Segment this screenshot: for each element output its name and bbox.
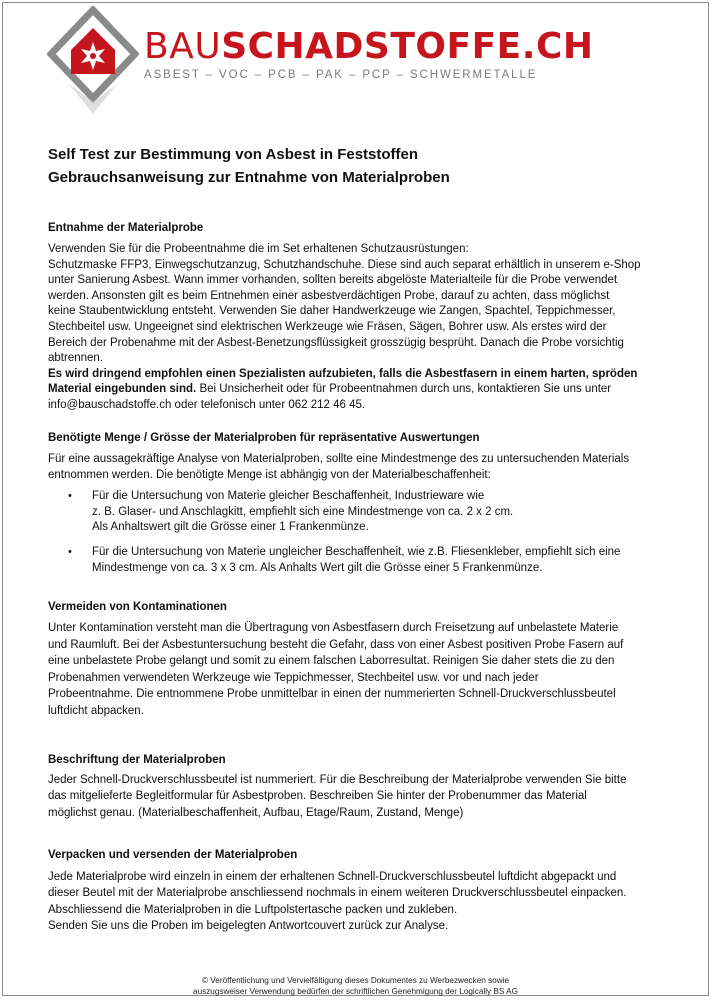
kontamination-line-3: eine unbelastete Probe gelangt und somit zu einem falschen Laborresultat. Reinigen Sie daher stets die zu den	[48, 655, 615, 668]
kontamination-line-6: luftdicht abpacken.	[48, 704, 144, 717]
entnahme-contact-text: Bei Unsicherheit oder für Probeentnahmen durch uns, kontaktieren Sie uns unter	[196, 383, 612, 396]
brand-block	[144, 27, 594, 81]
section-heading-kontamination: Vermeiden von Kontaminationen	[48, 601, 227, 613]
brand-name-prefix: BAU	[144, 26, 222, 67]
kontamination-line-1: Unter Kontamination versteht man die Übertragung von Asbestfasern durch Freisetzung auf unbelastete Materie	[48, 622, 619, 634]
section-heading-versand: Verpacken und versenden der Materialproben	[48, 849, 298, 861]
beschriftung-line-1: Jeder Schnell-Druckverschlussbeutel ist nummeriert. Für die Beschreibung der Materialprobe verwenden Sie bitte	[48, 774, 627, 786]
entnahme-line-10: info@bauschadstoffe.ch oder telefonisch unter 062 212 46 45.	[48, 398, 366, 411]
entnahme-warning-line	[48, 367, 641, 383]
copyright-footer	[3, 975, 708, 997]
document-content	[48, 143, 698, 932]
bullet-icon: •	[68, 490, 72, 503]
section-heading-beschriftung: Beschriftung der Materialproben	[48, 754, 226, 766]
footer-line-2: auszugsweiser Verwendung bedürfen der schriftlichen Genehmigung der Logically BS AG	[193, 987, 518, 996]
entnahme-line-8: abtrennen.	[48, 352, 103, 365]
kontamination-line-2: und Raumluft. Bei der Asbestuntersuchung besteht die Gefahr, dass von einer Asbest positiven Probe Fasern auf	[48, 638, 624, 651]
beschriftung-line-3: möglichst genau. (Materialbeschaffenheit, Aufbau, Etage/Raum, Zustand, Menge)	[48, 806, 464, 819]
menge-bullet-list	[48, 489, 629, 576]
title-line-1: Self Test zur Bestimmung von Asbest in Feststoffen	[48, 146, 419, 163]
menge-line-1: Für eine aussagekräftige Analyse von Materialproben, sollte eine Mindestmenge des zu untersuchenden Materials	[48, 453, 630, 465]
section-heading-menge: Benötigte Menge / Grösse der Materialproben für repräsentative Auswertungen	[48, 432, 480, 444]
beschriftung-line-2: das mitgelieferte Begleitformular für Asbestproben. Beschreiben Sie hinter der Probenummer das Material	[48, 790, 587, 803]
section-heading-entnahme: Entnahme der Materialprobe	[48, 222, 204, 234]
bullet-2-line-1: Für die Untersuchung von Materie ungleicher Beschaffenheit, wie z.B. Fliesenkleber, empfiehlt sich eine	[92, 545, 621, 558]
section-body-entnahme	[48, 242, 641, 414]
brand-name-rest: SCHADSTOFFE.CH	[221, 26, 594, 67]
house-in-diamond-icon	[47, 6, 139, 118]
title-line-2: Gebrauchsanweisung zur Entnahme von Materialproben	[48, 169, 450, 186]
bullet-icon: •	[68, 545, 72, 558]
brand-tagline: ASBEST – VOC – PCB – PAK – PCP – SCHWERMETALLE	[144, 69, 538, 81]
entnahme-contact-line	[48, 382, 641, 398]
list-item	[48, 489, 629, 536]
entnahme-line-7: Bereich der Probenahme mit der Asbest-Benetzungsflüssigkeit grosszügig besprüht. Danach die Probe vorsichtig	[48, 336, 624, 349]
versand-line-4: Senden Sie uns die Proben im beigelegten Antwortcouvert zurück zur Analyse.	[48, 919, 449, 932]
document-title	[48, 143, 698, 189]
bullet-2-line-2: Mindestmenge von ca. 3 x 3 cm. Als Anhalts Wert gilt die Grösse einer 5 Frankenmünze.	[92, 561, 543, 574]
bullet-1-line-1: Für die Untersuchung von Materie gleicher Beschaffenheit, Industrieware wie	[92, 490, 485, 503]
versand-line-3: Abschliessend die Materialproben in die Luftpolstertasche packen und zukleben.	[48, 903, 458, 916]
entnahme-line-2: Schutzmaske FFP3, Einwegschutzanzug, Schutzhandschuhe. Diese sind auch separat erhältlich in unserem e-Shop	[48, 258, 641, 271]
list-item	[48, 545, 629, 576]
entnahme-line-3: unter Sanierung Asbest. Wann immer vorhanden, sollten bereits abgelöste Materialteile für die Probe verwendet	[48, 274, 618, 287]
entnahme-line-5: keine Staubentwicklung entsteht. Verwenden Sie daher Handwerkzeuge wie Zangen, Spachtel, Teppichmesser,	[48, 305, 616, 318]
bullet-1-line-3: Als Anhaltswert gilt die Grösse einer 1 Frankenmünze.	[92, 521, 369, 534]
footer-line-1: © Veröffentlichung und Vervielfältigung dieses Dokumentes zu Werbezwecken sowie	[201, 976, 510, 985]
entnahme-line-1: Verwenden Sie für die Probeentnahme die im Set erhaltenen Schutzausrüstungen:	[48, 243, 469, 255]
menge-line-2: entnommen werden. Die benötigte Menge ist abhängig von der Materialbeschaffenheit:	[48, 468, 491, 481]
section-body-menge	[48, 452, 629, 585]
versand-line-1: Jede Materialprobe wird einzeln in einem der erhaltenen Schnell-Druckverschlussbeutel luftdicht abgepackt und	[48, 871, 617, 883]
section-body-beschriftung	[48, 772, 626, 821]
kontamination-line-4: Probenahmen verwendeten Werkzeuge wie Teppichmesser, Stechbeitel usw. vor und nach jeder	[48, 671, 539, 684]
kontamination-line-5: Probeentnahme. Die entnommene Probe unmittelbar in einen der nummerierten Schnell-Druckverschlussbeutel	[48, 688, 616, 701]
brand-name	[144, 27, 594, 67]
document-page	[2, 2, 709, 996]
entnahme-line-6: Stechbeitel usw. Ungeeignet sind elektrischen Werkzeuge wie Fräsen, Sägen, Bohrer usw. Als erstes wird der	[48, 320, 607, 333]
entnahme-warning-bold-2: Material eingebunden sind.	[48, 383, 197, 396]
entnahme-warning-bold-1: Es wird dringend empfohlen einen Spezialisten aufzubieten, falls die Asbestfasern in einem harten, spröden	[48, 367, 638, 380]
entnahme-line-4: werden. Ansonsten gilt es beim Entnehmen einer asbestverdächtigen Probe, darauf zu achten, dass möglichst	[48, 289, 610, 302]
versand-line-2: dieser Beutel mit der Materialprobe anschliessend nochmals in einem weiteren Druckverschlussbeutel einpacken.	[48, 887, 627, 900]
bullet-1-line-2: z. B. Glaser- und Anschlagkitt, empfiehlt sich eine Mindestmenge von ca. 2 x 2 cm.	[92, 505, 514, 518]
section-body-versand	[48, 869, 627, 934]
section-body-kontamination	[48, 620, 623, 720]
